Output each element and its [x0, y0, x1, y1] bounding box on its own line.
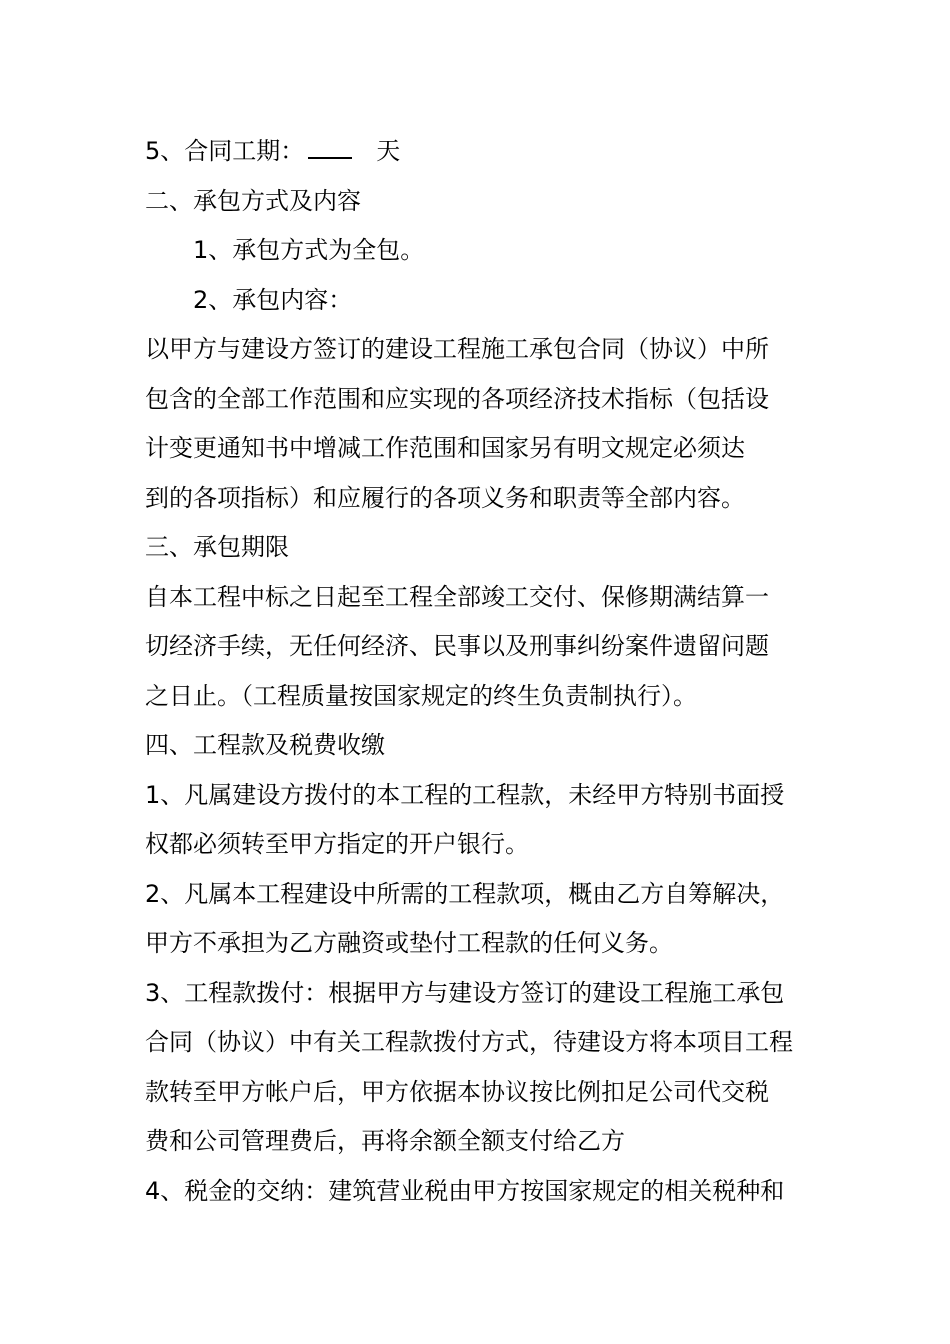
section-4-item-3-line: 款转至甲方帐户后，甲方依据本协议按比例扣足公司代交税 — [145, 1077, 769, 1106]
section-2-paragraph-line: 到的各项指标）和应履行的各项义务和职责等全部内容。 — [145, 483, 745, 512]
section-4-item-1-line: 1、凡属建设方拨付的本工程的工程款，未经甲方特别书面授 — [145, 780, 785, 809]
section-4-heading: 四、工程款及税费收缴 — [145, 731, 385, 759]
section-4-item-4-line: 4、税金的交纳：建筑营业税由甲方按国家规定的相关税种和 — [145, 1176, 785, 1205]
section-4-item-2-line: 2、凡属本工程建设中所需的工程款项，概由乙方自筹解决， — [145, 879, 785, 908]
contract-term-unit: 天 — [376, 137, 401, 165]
section-3-paragraph-line: 自本工程中标之日起至工程全部竣工交付、保修期满结算一 — [145, 582, 769, 611]
section-3-paragraph-line: 之日止。（工程质量按国家规定的终生负责制执行）。 — [145, 681, 697, 710]
document-page — [145, 127, 813, 1216]
contract-term-label: 5、合同工期： — [145, 137, 305, 165]
section-3-heading: 三、承包期限 — [145, 533, 289, 561]
section-2-paragraph-line: 计变更通知书中增减工作范围和国家另有明文规定必须达 — [145, 434, 745, 462]
section-4-item-2-line: 甲方不承担为乙方融资或垫付工程款的任何义务。 — [145, 929, 673, 957]
section-2-heading: 二、承包方式及内容 — [145, 186, 361, 215]
section-4-item-3-line: 费和公司管理费后，再将余额全额支付给乙方 — [145, 1127, 625, 1155]
section-4-item-3-line: 3、工程款拨付：根据甲方与建设方签订的建设工程施工承包 — [145, 978, 785, 1007]
contract-term-line — [145, 127, 813, 177]
section-2-paragraph-line: 包含的全部工作范围和应实现的各项经济技术指标（包括设 — [145, 384, 769, 413]
section-2-item-2: 2、承包内容： — [193, 285, 353, 314]
contract-term-blank — [308, 135, 352, 159]
section-2-item-1: 1、承包方式为全包。 — [193, 236, 425, 264]
section-2-paragraph-line: 以甲方与建设方签订的建设工程施工承包合同（协议）中所 — [145, 335, 769, 363]
section-4-item-3-line: 合同（协议）中有关工程款拨付方式，待建设方将本项目工程 — [145, 1028, 793, 1056]
section-3-paragraph-line: 切经济手续，无任何经济、民事以及刑事纠纷案件遗留问题 — [145, 632, 769, 660]
section-4-item-1-line: 权都必须转至甲方指定的开户银行。 — [145, 830, 529, 858]
